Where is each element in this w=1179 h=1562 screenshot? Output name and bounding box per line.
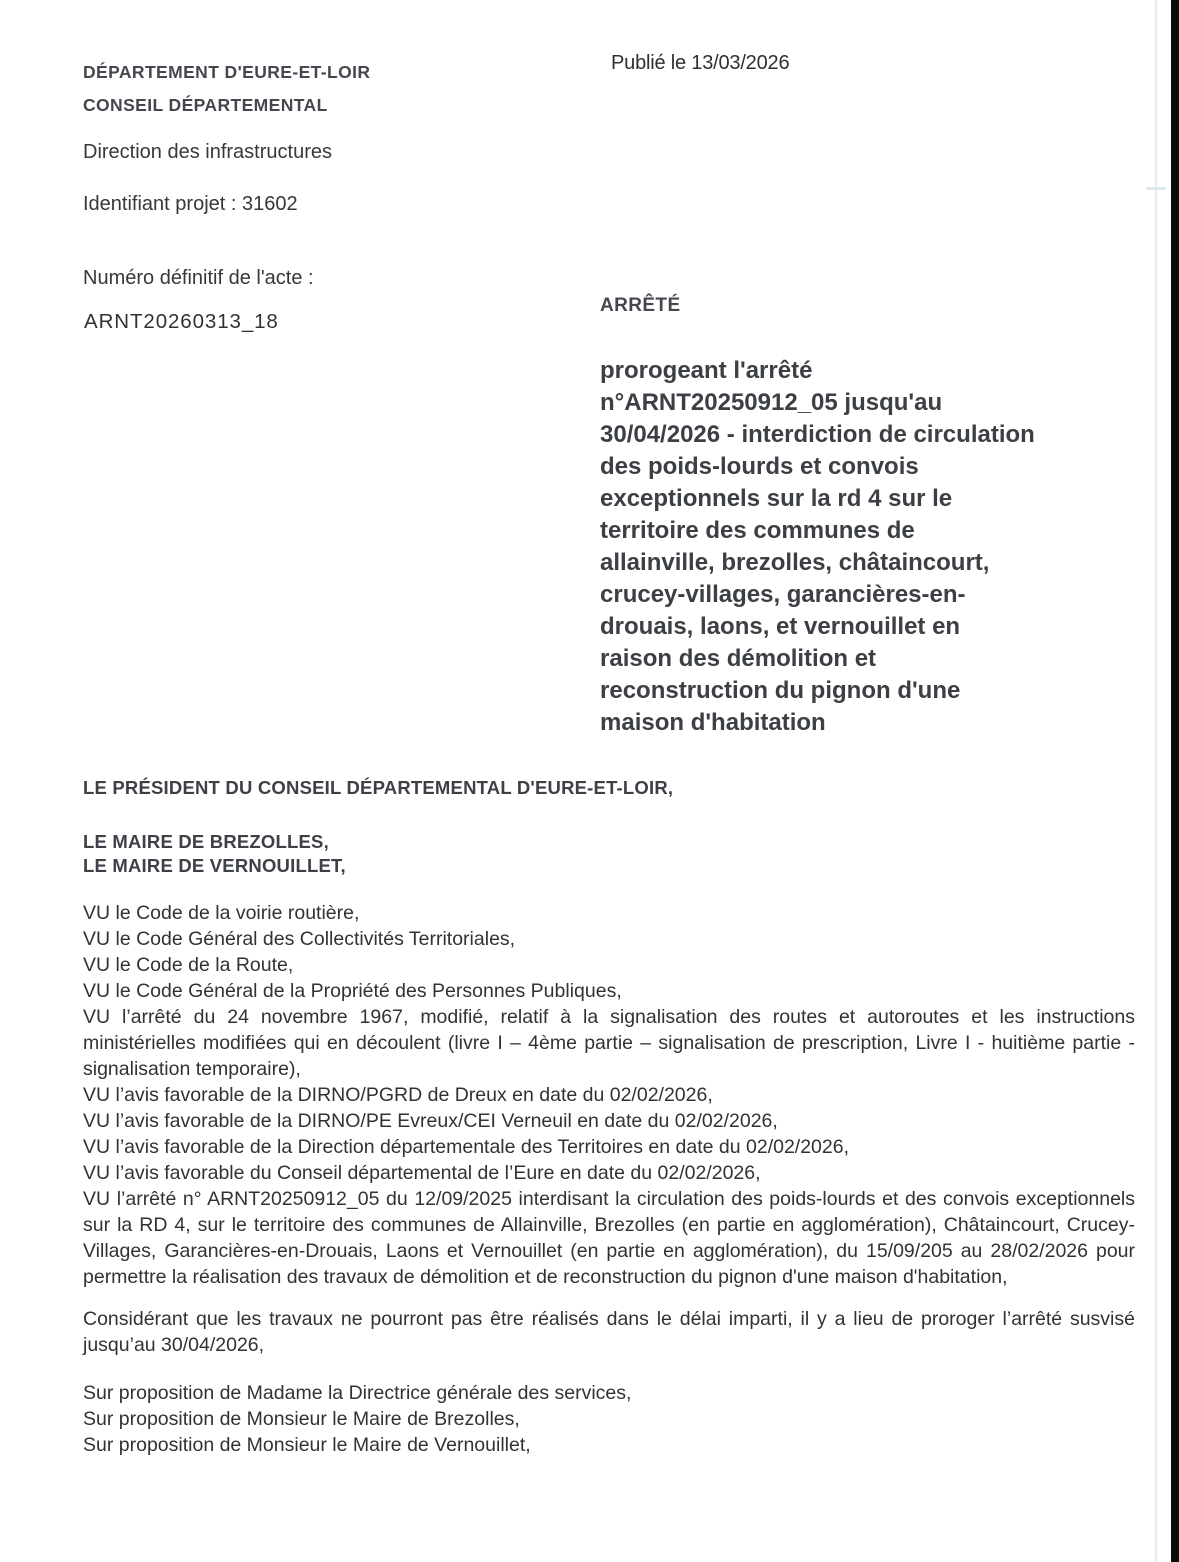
decree-title-line: raison des démolition et: [600, 645, 877, 672]
decree-title-line: maison d'habitation: [600, 709, 826, 736]
vu-item: VU l’arrêté du 24 novembre 1967, modifié, relatif à la signalisation des routes et autoroutes et les instructions ministérielles modifiées qui en découlent (livre I – 4ème partie – signalisation de prescription, Livre I - huitième partie - signalisation temporaire),: [83, 1006, 1135, 1080]
vu-item: VU le Code de la Route,: [83, 954, 294, 976]
issuer-mayor-brezolles: LE MAIRE DE BREZOLLES,: [83, 831, 329, 852]
published-date: Publié le 13/03/2026: [611, 52, 790, 74]
decree-heading: ARRÊTÉ: [600, 295, 681, 316]
decree-title-line: allainville, brezolles, châtaincourt,: [600, 549, 990, 576]
vu-list: [83, 900, 1135, 1290]
decree-title-line: reconstruction du pignon d'une: [600, 677, 961, 704]
considerant-clause: Considérant que les travaux ne pourront pas être réalisés dans le délai imparti, il y a lieu de proroger l’arrêté susvisé jusqu’au 30/04/2026,: [83, 1308, 1135, 1356]
issuer-mayors: [83, 830, 1135, 878]
proposition-item: Sur proposition de Monsieur le Maire de Brezolles,: [83, 1408, 520, 1430]
scan-artifact-vertical-line: [1155, 0, 1157, 1562]
act-number-label: Numéro définitif de l'acte :: [83, 267, 314, 289]
proposition-item: Sur proposition de Madame la Directrice générale des services,: [83, 1382, 632, 1404]
decree-title: [600, 355, 1100, 739]
vu-item: VU l’avis favorable de la DIRNO/PE Evreux/CEI Verneuil en date du 02/02/2026,: [83, 1110, 778, 1132]
decree-title-line: territoire des communes de: [600, 517, 915, 544]
vu-item: VU le Code de la voirie routière,: [83, 902, 360, 924]
council-name: CONSEIL DÉPARTEMENTAL: [83, 95, 328, 115]
letterhead: [83, 56, 370, 122]
proposition-list: [83, 1380, 1135, 1458]
decree-title-line: 30/04/2026 - interdiction de circulation: [600, 421, 1035, 448]
act-number: ARNT20260313_18: [84, 310, 279, 333]
vu-item: VU l’avis favorable du Conseil départemental de l’Eure en date du 02/02/2026,: [83, 1162, 761, 1184]
vu-item: VU l’avis favorable de la DIRNO/PGRD de Dreux en date du 02/02/2026,: [83, 1084, 713, 1106]
scan-artifact-tick: [1146, 187, 1166, 190]
issuer-president: LE PRÉSIDENT DU CONSEIL DÉPARTEMENTAL D'EURE-ET-LOIR,: [83, 777, 674, 798]
scan-artifact-black-edge: [1171, 0, 1179, 1562]
decree-title-line: n°ARNT20250912_05 jusqu'au: [600, 389, 943, 416]
department-name: DÉPARTEMENT D'EURE-ET-LOIR: [83, 62, 371, 82]
document-body: [83, 776, 1135, 1458]
proposition-item: Sur proposition de Monsieur le Maire de Vernouillet,: [83, 1434, 531, 1456]
vu-item: VU l’arrêté n° ARNT20250912_05 du 12/09/2025 interdisant la circulation des poids-lourds et des convois exceptionnels sur la RD 4, sur le territoire des communes de Allainville, Brezolles (en partie en agglomération), Châtaincourt, Crucey-Villages, Garancières-en-Drouais, Laons et Vernouillet (en partie en agglomération), du 15/09/205 au 28/02/2026 pour permettre la réalisation des travaux de démolition et de reconstruction du pignon d'une maison d'habitation,: [83, 1188, 1135, 1288]
decree-title-line: crucey-villages, garancières-en-: [600, 581, 966, 608]
vu-item: VU le Code Général de la Propriété des Personnes Publiques,: [83, 980, 622, 1002]
vu-item: VU l’avis favorable de la Direction départementale des Territoires en date du 02/02/2026,: [83, 1136, 850, 1158]
direction-name: Direction des infrastructures: [83, 141, 332, 163]
decree-title-line: exceptionnels sur la rd 4 sur le: [600, 485, 953, 512]
project-id: Identifiant projet : 31602: [83, 193, 298, 215]
decree-title-line: drouais, laons, et vernouillet en: [600, 613, 961, 640]
issuer-mayor-vernouillet: LE MAIRE DE VERNOUILLET,: [83, 855, 346, 876]
vu-item: VU le Code Général des Collectivités Territoriales,: [83, 928, 516, 950]
decree-title-line: des poids-lourds et convois: [600, 453, 919, 480]
decree-title-line: prorogeant l'arrêté: [600, 357, 813, 384]
